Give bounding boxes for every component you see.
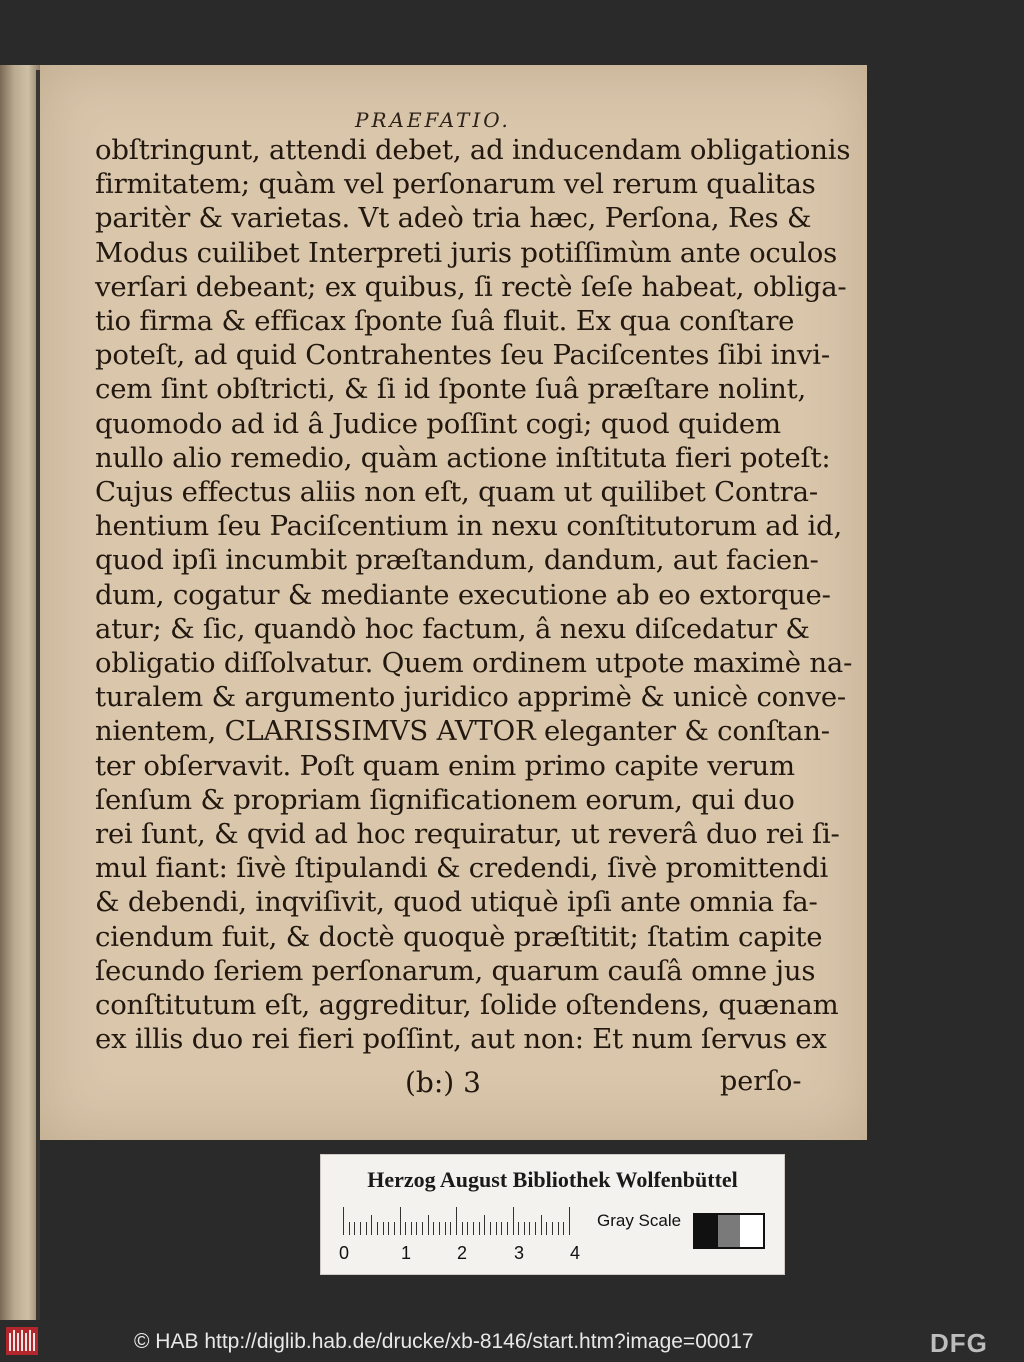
ruler-tick bbox=[416, 1222, 417, 1235]
text-line: conſtitutum eſt, aggreditur, ſolide oſtendens, quænam bbox=[95, 989, 839, 1022]
ruler-tick bbox=[422, 1222, 423, 1235]
ruler-tick bbox=[490, 1222, 491, 1235]
text-line: nullo alio remedio, quàm actione inſtituta fieri poteſt: bbox=[95, 441, 831, 474]
ruler-tick bbox=[400, 1207, 401, 1235]
library-title: Herzog August Bibliothek Wolfenbüttel bbox=[367, 1167, 738, 1192]
ruler-tick bbox=[343, 1207, 344, 1235]
text-line: Cujus effectus aliis non eſt, quam ut quilibet Contra- bbox=[95, 476, 818, 509]
hab-barcode-logo-icon[interactable] bbox=[6, 1327, 38, 1355]
ruler-tick bbox=[552, 1222, 553, 1235]
reference-card bbox=[320, 1154, 785, 1275]
ruler-tick bbox=[524, 1222, 525, 1235]
copyright-link[interactable]: © HAB http://diglib.hab.de/drucke/xb-8146/start.htm?image=00017 bbox=[134, 1330, 754, 1353]
ruler-tick bbox=[507, 1222, 508, 1235]
ruler-tick bbox=[467, 1222, 468, 1235]
text-line: obligatio diſſolvatur. Quem ordinem utpote maximè na- bbox=[95, 647, 853, 680]
ruler-tick bbox=[405, 1222, 406, 1235]
running-head: PRAEFATIO. bbox=[355, 108, 511, 132]
ruler-number: 1 bbox=[401, 1243, 412, 1263]
ruler-tick bbox=[541, 1215, 542, 1235]
ruler-tick bbox=[484, 1215, 485, 1235]
ruler-tick bbox=[354, 1222, 355, 1235]
ruler-tick bbox=[383, 1222, 384, 1235]
ruler-number: 0 bbox=[339, 1243, 350, 1263]
ruler-tick bbox=[456, 1207, 457, 1235]
ruler-tick bbox=[394, 1222, 395, 1235]
text-line: quod ipſi incumbit præſtandum, dandum, aut facien- bbox=[95, 544, 819, 577]
text-line: ter obſervavit. Poſt quam enim primo capite verum bbox=[95, 749, 795, 782]
page-text bbox=[95, 133, 853, 1056]
gray-swatch-cell bbox=[695, 1215, 718, 1247]
ruler-tick bbox=[535, 1222, 536, 1235]
catchword: perſo- bbox=[720, 1066, 802, 1097]
dfg-logo[interactable]: DFG bbox=[930, 1328, 988, 1358]
ruler-tick bbox=[513, 1207, 514, 1235]
ruler-tick bbox=[433, 1222, 434, 1235]
text-line: hentium ſeu Paciſcentium in nexu conſtitutorum ad id, bbox=[95, 510, 842, 543]
ruler-tick bbox=[479, 1222, 480, 1235]
signature-mark: (b:) 3 bbox=[405, 1066, 481, 1099]
text-line: Modus cuilibet Interpreti juris potiſſimùm ante oculos bbox=[95, 236, 838, 269]
text-line: verſari debeant; ex quibus, ſi rectè ſeſe habeat, obliga- bbox=[95, 270, 847, 303]
text-line: atur; & ſic, quandò hoc factum, â nexu diſcedatur & bbox=[95, 612, 810, 645]
text-line: ciendum fuit, & doctè quoquè præſtitit; ſtatim capite bbox=[95, 920, 823, 953]
ruler-tick bbox=[388, 1222, 389, 1235]
ruler-tick bbox=[371, 1215, 372, 1235]
ruler-tick bbox=[366, 1222, 367, 1235]
text-line: obſtringunt, attendi debet, ad inducendam obligationis bbox=[95, 134, 851, 166]
text-line: rei ſunt, & qvid ad hoc requiratur, ut reverâ duo rei ſi- bbox=[95, 818, 840, 851]
ruler-tick bbox=[501, 1222, 502, 1235]
text-line: tio firma & efficax ſponte ſuâ fluit. Ex qua conſtare bbox=[95, 305, 795, 338]
ruler-scale bbox=[343, 1207, 583, 1235]
text-line: mul fiant: ſivè ſtipulandi & credendi, ſivè promittendi bbox=[95, 852, 829, 885]
text-line: nientem, CLARISSIMVS AVTOR eleganter & conſtan- bbox=[95, 715, 830, 748]
ruler-tick bbox=[450, 1222, 451, 1235]
ruler-tick bbox=[411, 1222, 412, 1235]
ruler-tick bbox=[445, 1222, 446, 1235]
gray-swatch-cell bbox=[740, 1215, 763, 1247]
ruler-tick bbox=[558, 1222, 559, 1235]
text-line: ex illis duo rei fieri poſſint, aut non: Et num ſervus ex bbox=[95, 1023, 827, 1056]
ruler-tick bbox=[428, 1215, 429, 1235]
gray-scale-swatch bbox=[693, 1213, 765, 1249]
ruler-tick bbox=[563, 1222, 564, 1235]
ruler-tick bbox=[518, 1222, 519, 1235]
text-line: firmitatem; quàm vel perſonarum vel rerum qualitas bbox=[95, 168, 816, 201]
ruler-tick bbox=[462, 1222, 463, 1235]
text-line: paritèr & varietas. Vt adeò tria hæc, Perſona, Res & bbox=[95, 202, 812, 235]
text-line: poteſt, ad quid Contrahentes ſeu Paciſcentes ſibi invi- bbox=[95, 339, 830, 372]
ruler-tick bbox=[360, 1222, 361, 1235]
ruler-number: 2 bbox=[457, 1243, 468, 1263]
ruler-number: 3 bbox=[514, 1243, 525, 1263]
ruler-tick bbox=[349, 1222, 350, 1235]
ruler-tick bbox=[569, 1207, 570, 1235]
text-line: cem ſint obſtricti, & ſi id ſponte ſuâ præſtare nolint, bbox=[95, 373, 806, 406]
ruler-tick bbox=[496, 1222, 497, 1235]
text-line: ſecundo ſeriem perſonarum, quarum cauſâ omne jus bbox=[95, 954, 816, 987]
ruler-tick bbox=[473, 1222, 474, 1235]
ruler-tick bbox=[377, 1222, 378, 1235]
text-line: quomodo ad id â Judice poſſint cogi; quod quidem bbox=[95, 407, 781, 440]
ruler-tick bbox=[439, 1222, 440, 1235]
text-line: ſenſum & propriam ſignificationem eorum, qui duo bbox=[95, 783, 795, 816]
text-line: turalem & argumento juridico apprimè & unicè conve- bbox=[95, 681, 847, 714]
ruler-number: 4 bbox=[570, 1243, 581, 1263]
gray-scale-label: Gray Scale bbox=[597, 1211, 682, 1230]
ruler-tick bbox=[529, 1222, 530, 1235]
gray-swatch-cell bbox=[718, 1215, 741, 1247]
facing-page-edge bbox=[0, 65, 40, 1320]
text-line: dum, cogatur & mediante executione ab eo extorque- bbox=[95, 578, 831, 611]
text-line: & debendi, inqviſivit, quod utiquè ipſi ante omnia fa- bbox=[95, 886, 818, 919]
ruler-tick bbox=[546, 1222, 547, 1235]
